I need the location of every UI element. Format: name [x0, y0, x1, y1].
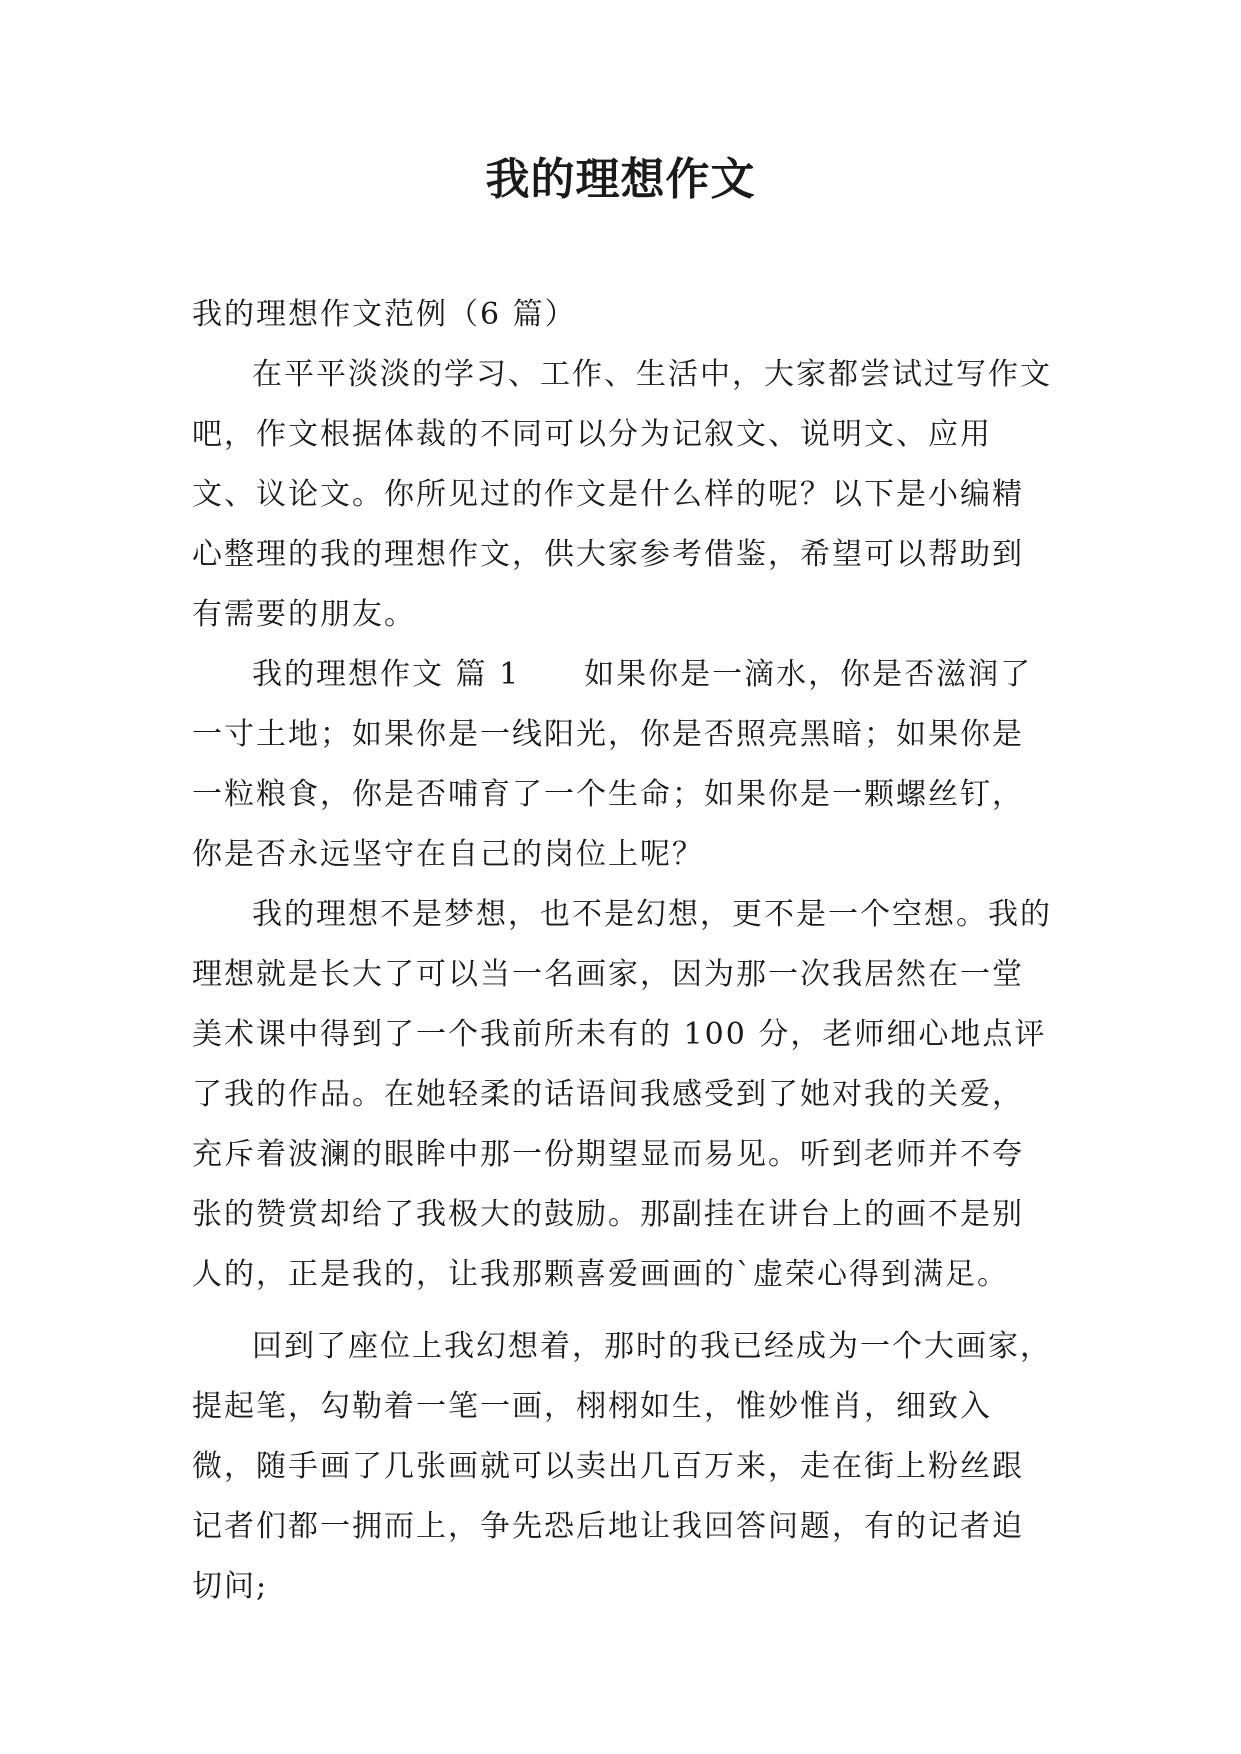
document-title: 我的理想作文 [485, 154, 756, 205]
section1-heading: 我的理想作文 篇 1 [252, 657, 521, 692]
document-subtitle: 我的理想作文范例（6 篇） [192, 297, 577, 332]
section1-paragraph-2: 我的理想不是梦想，也不是幻想，更不是一个空想。我的理想就是长大了可以当一名画家，因为那一次我居然在一堂美术课中得到了一个我前所未有的 100 分，老师细心地点评了我的作品。在她轻柔的话语间我感受到了她对我的关爱，充斥着波澜的眼眸中那一份期望显而易见。听到老师并不夸张的赞赏却给了我极大的鼓励。那副挂在讲台上的画不是别人的，正是我的，让我那颗喜爱画画的`虚荣心得到满足。 [192, 897, 1052, 1292]
section1-paragraph-3: 回到了座位上我幻想着，那时的我已经成为一个大画家，提起笔，勾勒着一笔一画，栩栩如生，惟妙惟肖，细致入微，随手画了几张画就可以卖出几百万来，走在街上粉丝跟记者们都一拥而上，争先恐后地让我回答问题，有的记者迫切问; [192, 1329, 1052, 1604]
section1-first-paragraph [192, 645, 1052, 885]
section1-paragraph-1: 如果你是一滴水，你是否滋润了一寸土地；如果你是一线阳光，你是否照亮黑暗；如果你是一粒粮食，你是否哺育了一个生命；如果你是一颗螺丝钉，你是否永远坚守在自己的岗位上呢？ [192, 657, 1033, 872]
document-body [192, 285, 1052, 1617]
intro-paragraph: 在平平淡淡的学习、工作、生活中，大家都尝试过写作文吧，作文根据体裁的不同可以分为记叙文、说明文、应用文、议论文。你所见过的作文是什么样的呢？以下是小编精心整理的我的理想作文，供大家参考借鉴，希望可以帮助到有需要的朋友。 [192, 357, 1052, 632]
